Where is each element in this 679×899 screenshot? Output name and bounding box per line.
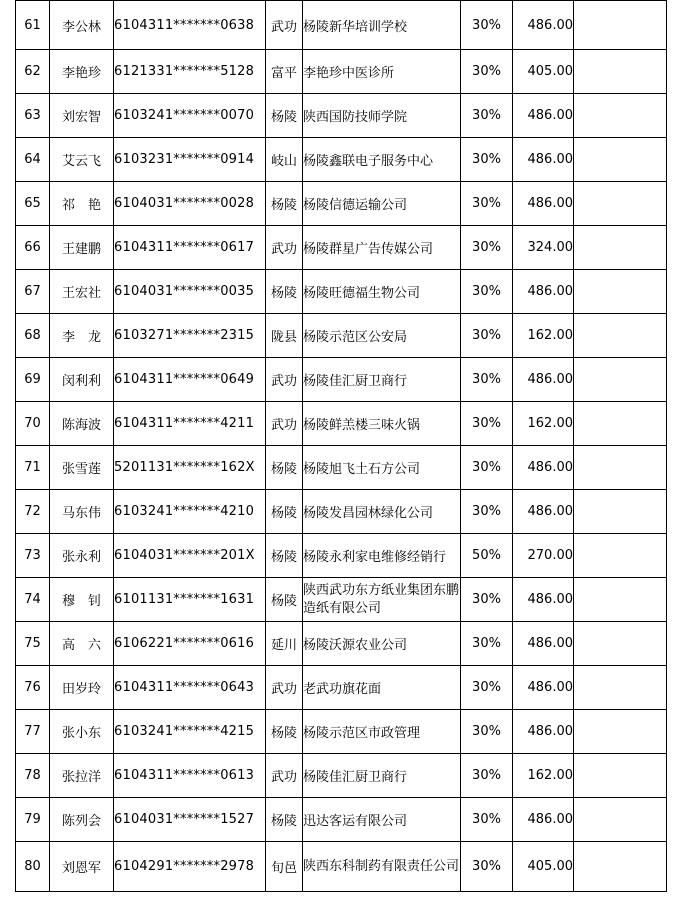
row-number: 76 — [16, 666, 50, 710]
rate: 30% — [461, 226, 513, 270]
id-number: 6104031*******0035 — [114, 270, 266, 314]
person-name: 张永利 — [50, 534, 114, 578]
person-name: 穆 钊 — [50, 578, 114, 622]
hometown: 武功 — [266, 666, 303, 710]
row-number: 64 — [16, 138, 50, 182]
blank-cell — [574, 138, 667, 182]
amount: 162.00 — [513, 314, 574, 358]
rate: 30% — [461, 138, 513, 182]
person-name: 陈海波 — [50, 402, 114, 446]
hometown: 杨陵 — [266, 578, 303, 622]
person-name: 祁 艳 — [50, 182, 114, 226]
person-name: 王宏社 — [50, 270, 114, 314]
amount: 486.00 — [513, 182, 574, 226]
employer: 杨陵鑫联电子服务中心 — [303, 138, 461, 182]
employer: 杨陵示范区市政管理 — [303, 710, 461, 754]
amount: 486.00 — [513, 270, 574, 314]
id-number: 6104311*******0617 — [114, 226, 266, 270]
hometown: 富平 — [266, 50, 303, 94]
hometown: 陇县 — [266, 314, 303, 358]
employer: 李艳珍中医诊所 — [303, 50, 461, 94]
table-row — [16, 622, 667, 666]
blank-cell — [574, 1, 667, 50]
table-row — [16, 842, 667, 892]
row-number: 66 — [16, 226, 50, 270]
amount: 486.00 — [513, 358, 574, 402]
id-number: 6104311*******0649 — [114, 358, 266, 402]
blank-cell — [574, 754, 667, 798]
id-number: 6104031*******201X — [114, 534, 266, 578]
employer: 杨陵发昌园林绿化公司 — [303, 490, 461, 534]
employer: 杨陵新华培训学校 — [303, 1, 461, 50]
rate: 30% — [461, 182, 513, 226]
table-row — [16, 446, 667, 490]
row-number: 70 — [16, 402, 50, 446]
row-number: 74 — [16, 578, 50, 622]
rate: 30% — [461, 842, 513, 892]
blank-cell — [574, 578, 667, 622]
table-row — [16, 138, 667, 182]
hometown: 旬邑 — [266, 842, 303, 892]
employer: 杨陵群星广告传媒公司 — [303, 226, 461, 270]
id-number: 6103241*******0070 — [114, 94, 266, 138]
rate: 30% — [461, 578, 513, 622]
amount: 486.00 — [513, 578, 574, 622]
rate: 30% — [461, 94, 513, 138]
person-name: 刘恩军 — [50, 842, 114, 892]
row-number: 67 — [16, 270, 50, 314]
id-number: 6121331*******5128 — [114, 50, 266, 94]
hometown: 杨陵 — [266, 490, 303, 534]
roster-table — [15, 0, 667, 892]
rate: 30% — [461, 490, 513, 534]
blank-cell — [574, 50, 667, 94]
blank-cell — [574, 666, 667, 710]
table-row — [16, 226, 667, 270]
blank-cell — [574, 314, 667, 358]
blank-cell — [574, 622, 667, 666]
rate: 30% — [461, 402, 513, 446]
table-row — [16, 270, 667, 314]
rate: 30% — [461, 270, 513, 314]
hometown: 武功 — [266, 358, 303, 402]
roster-body — [16, 1, 667, 892]
table-row — [16, 490, 667, 534]
amount: 486.00 — [513, 1, 574, 50]
table-row — [16, 1, 667, 50]
hometown: 杨陵 — [266, 710, 303, 754]
hometown: 杨陵 — [266, 270, 303, 314]
row-number: 63 — [16, 94, 50, 138]
row-number: 78 — [16, 754, 50, 798]
hometown: 杨陵 — [266, 182, 303, 226]
person-name: 闵利利 — [50, 358, 114, 402]
rate: 50% — [461, 534, 513, 578]
employer: 杨陵旺德福生物公司 — [303, 270, 461, 314]
blank-cell — [574, 534, 667, 578]
person-name: 陈列会 — [50, 798, 114, 842]
rate: 30% — [461, 798, 513, 842]
id-number: 6104311*******0643 — [114, 666, 266, 710]
table-row — [16, 754, 667, 798]
row-number: 61 — [16, 1, 50, 50]
blank-cell — [574, 226, 667, 270]
blank-cell — [574, 710, 667, 754]
table-row — [16, 534, 667, 578]
employer: 杨陵永利家电维修经销行 — [303, 534, 461, 578]
amount: 324.00 — [513, 226, 574, 270]
row-number: 73 — [16, 534, 50, 578]
hometown: 武功 — [266, 754, 303, 798]
person-name: 李 龙 — [50, 314, 114, 358]
id-number: 5201131*******162X — [114, 446, 266, 490]
amount: 486.00 — [513, 446, 574, 490]
amount: 270.00 — [513, 534, 574, 578]
id-number: 6104031*******0028 — [114, 182, 266, 226]
id-number: 6103231*******0914 — [114, 138, 266, 182]
row-number: 77 — [16, 710, 50, 754]
id-number: 6104031*******1527 — [114, 798, 266, 842]
hometown: 武功 — [266, 226, 303, 270]
blank-cell — [574, 358, 667, 402]
row-number: 68 — [16, 314, 50, 358]
blank-cell — [574, 798, 667, 842]
table-row — [16, 798, 667, 842]
hometown: 武功 — [266, 402, 303, 446]
person-name: 高 六 — [50, 622, 114, 666]
id-number: 6106221*******0616 — [114, 622, 266, 666]
person-name: 马东伟 — [50, 490, 114, 534]
person-name: 艾云飞 — [50, 138, 114, 182]
amount: 486.00 — [513, 666, 574, 710]
hometown: 杨陵 — [266, 446, 303, 490]
rate: 30% — [461, 358, 513, 402]
employer: 老武功旗花面 — [303, 666, 461, 710]
row-number: 69 — [16, 358, 50, 402]
rate: 30% — [461, 622, 513, 666]
employer: 杨陵示范区公安局 — [303, 314, 461, 358]
id-number: 6103241*******4210 — [114, 490, 266, 534]
rate: 30% — [461, 314, 513, 358]
id-number: 6101131*******1631 — [114, 578, 266, 622]
blank-cell — [574, 402, 667, 446]
table-row — [16, 50, 667, 94]
amount: 162.00 — [513, 754, 574, 798]
id-number: 6104311*******0638 — [114, 1, 266, 50]
person-name: 刘宏智 — [50, 94, 114, 138]
amount: 405.00 — [513, 842, 574, 892]
rate: 30% — [461, 1, 513, 50]
amount: 486.00 — [513, 94, 574, 138]
hometown: 杨陵 — [266, 798, 303, 842]
rate: 30% — [461, 446, 513, 490]
hometown: 杨陵 — [266, 534, 303, 578]
employer: 杨陵佳汇厨卫商行 — [303, 358, 461, 402]
employer: 陕西武功东方纸业集团东鹏造纸有限公司 — [303, 578, 461, 622]
employer: 杨陵鲜羔楼三味火锅 — [303, 402, 461, 446]
id-number: 6103241*******4215 — [114, 710, 266, 754]
employer: 杨陵旭飞土石方公司 — [303, 446, 461, 490]
blank-cell — [574, 182, 667, 226]
person-name: 张拉洋 — [50, 754, 114, 798]
table-row — [16, 666, 667, 710]
amount: 486.00 — [513, 710, 574, 754]
rate: 30% — [461, 754, 513, 798]
amount: 486.00 — [513, 490, 574, 534]
row-number: 79 — [16, 798, 50, 842]
id-number: 6104311*******4211 — [114, 402, 266, 446]
amount: 486.00 — [513, 622, 574, 666]
amount: 486.00 — [513, 798, 574, 842]
employer: 陕西国防技师学院 — [303, 94, 461, 138]
person-name: 张雪莲 — [50, 446, 114, 490]
amount: 486.00 — [513, 138, 574, 182]
person-name: 李艳珍 — [50, 50, 114, 94]
rate: 30% — [461, 666, 513, 710]
person-name: 张小东 — [50, 710, 114, 754]
row-number: 65 — [16, 182, 50, 226]
row-number: 71 — [16, 446, 50, 490]
table-row — [16, 710, 667, 754]
hometown: 岐山 — [266, 138, 303, 182]
row-number: 80 — [16, 842, 50, 892]
row-number: 72 — [16, 490, 50, 534]
person-name: 田岁玲 — [50, 666, 114, 710]
amount: 162.00 — [513, 402, 574, 446]
blank-cell — [574, 842, 667, 892]
id-number: 6104311*******0613 — [114, 754, 266, 798]
hometown: 武功 — [266, 1, 303, 50]
table-row — [16, 402, 667, 446]
row-number: 75 — [16, 622, 50, 666]
employer: 杨陵佳汇厨卫商行 — [303, 754, 461, 798]
blank-cell — [574, 270, 667, 314]
table-row — [16, 182, 667, 226]
table-row — [16, 94, 667, 138]
hometown: 延川 — [266, 622, 303, 666]
id-number: 6104291*******2978 — [114, 842, 266, 892]
person-name: 李公林 — [50, 1, 114, 50]
hometown: 杨陵 — [266, 94, 303, 138]
rate: 30% — [461, 710, 513, 754]
blank-cell — [574, 94, 667, 138]
table-row — [16, 314, 667, 358]
employer: 迅达客运有限公司 — [303, 798, 461, 842]
employer: 杨陵信德运输公司 — [303, 182, 461, 226]
row-number: 62 — [16, 50, 50, 94]
rate: 30% — [461, 50, 513, 94]
person-name: 王建鹏 — [50, 226, 114, 270]
table-row — [16, 578, 667, 622]
blank-cell — [574, 446, 667, 490]
amount: 405.00 — [513, 50, 574, 94]
table-row — [16, 358, 667, 402]
employer: 杨陵沃源农业公司 — [303, 622, 461, 666]
id-number: 6103271*******2315 — [114, 314, 266, 358]
employer: 陕西东科制药有限责任公司 — [303, 842, 461, 892]
blank-cell — [574, 490, 667, 534]
